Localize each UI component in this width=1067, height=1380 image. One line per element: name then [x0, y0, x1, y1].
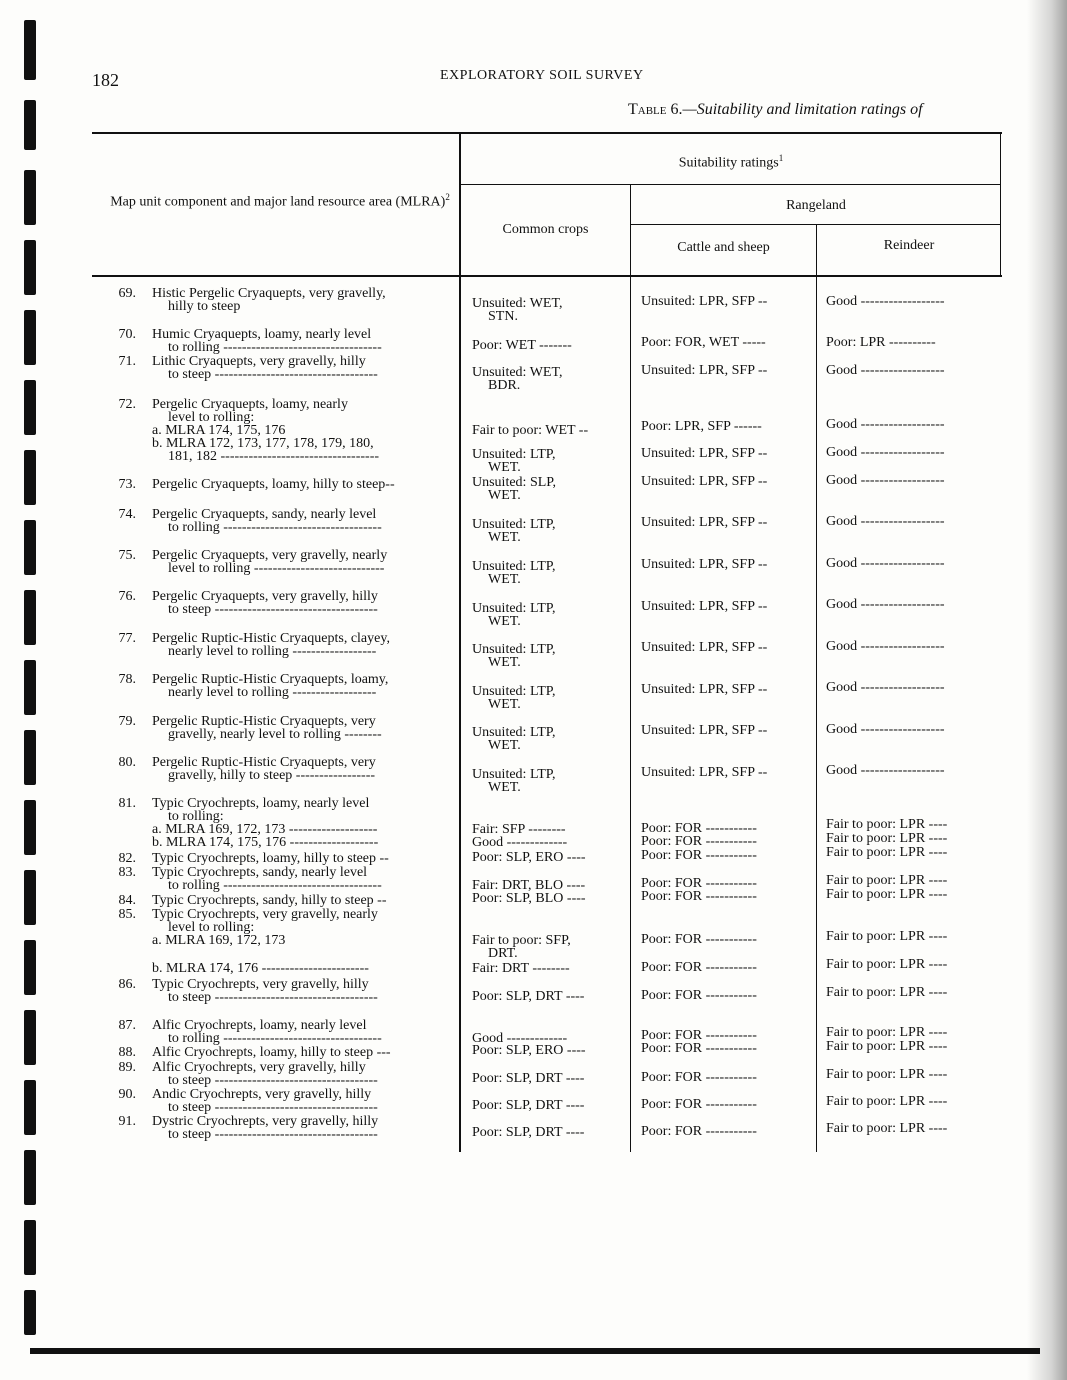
common-crops-rating: Poor: SLP, BLO ----	[472, 891, 586, 906]
common-crops-rating: Fair: DRT --------	[472, 961, 570, 976]
map-unit-name: Typic Cryochrepts, very gravelly, nearly	[152, 907, 378, 922]
map-unit-name: Typic Cryochrepts, sandy, hilly to steep --	[152, 893, 387, 908]
map-unit-name: Pergelic Ruptic-Histic Cryaquepts, very	[152, 714, 376, 729]
cattle-sheep-rating: Poor: FOR -----------	[641, 821, 757, 836]
table-title	[628, 101, 923, 119]
cattle-sheep-rating: Unsuited: LPR, SFP --	[641, 363, 768, 378]
common-crops-rating: Unsuited: LTP,	[472, 559, 556, 574]
entry-number: 72.	[118, 397, 136, 412]
cattle-sheep-rating: Poor: FOR -----------	[641, 1041, 757, 1056]
cattle-sheep-rating: Poor: LPR, SFP ------	[641, 419, 762, 434]
cattle-sheep-rating: Unsuited: LPR, SFP --	[641, 515, 768, 530]
header-suitability-text: Suitability ratings	[678, 155, 779, 171]
map-unit-name: to steep -----------------------------------	[168, 1127, 378, 1142]
map-unit-name: Andic Cryochrepts, very gravelly, hilly	[152, 1087, 372, 1102]
bottom-edge-rule	[30, 1348, 1040, 1354]
map-unit-name: Pergelic Ruptic-Histic Cryaquepts, loamy,	[152, 672, 389, 687]
common-crops-rating: BDR.	[488, 378, 521, 393]
map-unit-name: hilly to steep	[168, 299, 241, 314]
binder-hole	[24, 870, 36, 925]
map-unit-name: Dystric Cryochrepts, very gravelly, hilly	[152, 1114, 379, 1129]
map-unit-name: Alfic Cryochrepts, loamy, nearly level	[152, 1018, 367, 1033]
map-unit-name: level to rolling:	[168, 920, 255, 935]
footnote-2: 2	[445, 192, 450, 202]
cattle-sheep-rating: Poor: FOR -----------	[641, 876, 757, 891]
column-divider-2	[630, 184, 631, 1152]
page-edge-shadow	[1027, 0, 1067, 1380]
reindeer-rating: Fair to poor: LPR ----	[826, 817, 948, 832]
header-common-crops: Common crops	[502, 222, 589, 237]
reindeer-rating: Good ------------------	[826, 363, 945, 378]
cattle-sheep-rating: Poor: FOR -----------	[641, 988, 757, 1003]
map-unit-name: Typic Cryochrepts, loamy, hilly to steep --	[152, 851, 389, 866]
header-reindeer: Reindeer	[883, 238, 935, 253]
map-unit-name: Alfic Cryochrepts, very gravelly, hilly	[152, 1060, 366, 1075]
cattle-sheep-rating: Poor: FOR, WET -----	[641, 335, 766, 350]
reindeer-rating: Good ------------------	[826, 294, 945, 309]
binder-hole	[24, 1080, 36, 1135]
reindeer-rating: Fair to poor: LPR ----	[826, 1025, 948, 1040]
cattle-sheep-rating: Poor: FOR -----------	[641, 1070, 757, 1085]
header-map-unit	[110, 190, 450, 210]
common-crops-rating: Fair to poor: WET --	[472, 423, 589, 438]
binder-hole	[24, 170, 36, 225]
cattle-sheep-rating: Poor: FOR -----------	[641, 889, 757, 904]
entry-number: 71.	[118, 354, 136, 369]
map-unit-name: to steep -----------------------------------	[168, 602, 378, 617]
binder-hole	[24, 20, 36, 80]
reindeer-rating: Fair to poor: LPR ----	[826, 887, 948, 902]
binder-hole	[24, 310, 36, 365]
entry-number: 74.	[118, 507, 136, 522]
common-crops-rating: Unsuited: WET,	[472, 296, 563, 311]
common-crops-rating: Poor: SLP, DRT ----	[472, 1125, 585, 1140]
common-crops-rating: Unsuited: LTP,	[472, 517, 556, 532]
common-crops-rating: Poor: WET -------	[472, 338, 572, 353]
map-unit-name: to steep -----------------------------------	[168, 1073, 378, 1088]
entry-number: 87.	[118, 1018, 136, 1033]
common-crops-rating: Unsuited: LTP,	[472, 447, 556, 462]
reindeer-rating: Fair to poor: LPR ----	[826, 873, 948, 888]
cattle-sheep-rating: Unsuited: LPR, SFP --	[641, 446, 768, 461]
reindeer-rating: Fair to poor: LPR ----	[826, 845, 948, 860]
entry-number: 88.	[118, 1045, 136, 1060]
reindeer-rating: Fair to poor: LPR ----	[826, 929, 948, 944]
cattle-sheep-rating: Poor: FOR -----------	[641, 834, 757, 849]
map-unit-name: level to rolling ----------------------------	[168, 561, 385, 576]
map-unit-name: b. MLRA 174, 176 -----------------------	[152, 961, 369, 976]
binder-hole	[24, 450, 36, 505]
binder-hole	[24, 660, 36, 715]
cattle-sheep-rating: Poor: FOR -----------	[641, 1028, 757, 1043]
reindeer-rating: Good ------------------	[826, 473, 945, 488]
entry-number: 69.	[118, 286, 136, 301]
map-unit-name: Pergelic Ruptic-Histic Cryaquepts, very	[152, 755, 376, 770]
common-crops-rating: STN.	[488, 309, 518, 324]
entry-number: 90.	[118, 1087, 136, 1102]
binder-hole	[24, 1150, 36, 1205]
map-unit-name: to rolling:	[168, 809, 224, 824]
entry-number: 78.	[118, 672, 136, 687]
entry-number: 75.	[118, 548, 136, 563]
reindeer-rating: Good ------------------	[826, 556, 945, 571]
common-crops-rating: Poor: SLP, ERO ----	[472, 850, 586, 865]
header-bottom-rule	[92, 275, 1002, 277]
binder-hole	[24, 520, 36, 575]
binder-hole	[24, 380, 36, 435]
common-crops-rating: Unsuited: LTP,	[472, 601, 556, 616]
header-map-unit-text: Map unit component and major land resource area (MLRA)	[110, 194, 446, 210]
common-crops-rating: WET.	[488, 530, 521, 545]
column-divider-3	[816, 225, 817, 1152]
common-crops-rating: Unsuited: LTP,	[472, 642, 556, 657]
common-crops-rating: WET.	[488, 614, 521, 629]
cattle-sheep-rating: Unsuited: LPR, SFP --	[641, 723, 768, 738]
map-unit-name: gravelly, hilly to steep -----------------	[168, 768, 376, 783]
entry-number: 77.	[118, 631, 136, 646]
entry-number: 76.	[118, 589, 136, 604]
entry-number: 73.	[118, 477, 136, 492]
header-suitability	[461, 151, 1001, 171]
map-unit-name: to rolling ----------------------------------	[168, 520, 382, 535]
reindeer-rating: Fair to poor: LPR ----	[826, 1121, 948, 1136]
common-crops-rating: Unsuited: LTP,	[472, 725, 556, 740]
reindeer-rating: Fair to poor: LPR ----	[826, 1094, 948, 1109]
cattle-sheep-rating: Poor: FOR -----------	[641, 1097, 757, 1112]
map-unit-name: Lithic Cryaquepts, very gravelly, hilly	[152, 354, 366, 369]
common-crops-rating: Poor: SLP, DRT ----	[472, 1071, 585, 1086]
map-unit-name: Typic Cryochrepts, loamy, nearly level	[152, 796, 370, 811]
map-unit-name: Histic Pergelic Cryaquepts, very gravelly,	[152, 286, 386, 301]
common-crops-rating: WET.	[488, 488, 521, 503]
entry-number: 84.	[118, 893, 136, 908]
map-unit-name: a. MLRA 169, 172, 173 -------------------	[152, 822, 378, 837]
map-unit-name: a. MLRA 174, 175, 176	[152, 423, 286, 438]
entry-number: 70.	[118, 327, 136, 342]
cattle-sheep-rating: Poor: FOR -----------	[641, 848, 757, 863]
cattle-sheep-rating: Unsuited: LPR, SFP --	[641, 640, 768, 655]
rangeland-rule	[630, 224, 1001, 225]
cattle-sheep-rating: Unsuited: LPR, SFP --	[641, 474, 768, 489]
map-unit-name: gravelly, nearly level to rolling --------	[168, 727, 382, 742]
reindeer-rating: Fair to poor: LPR ----	[826, 1067, 948, 1082]
map-unit-name: Typic Cryochrepts, very gravelly, hilly	[152, 977, 369, 992]
reindeer-rating: Good ------------------	[826, 445, 945, 460]
common-crops-rating: WET.	[488, 460, 521, 475]
binder-hole	[24, 1010, 36, 1065]
map-unit-name: to rolling ----------------------------------	[168, 340, 382, 355]
common-crops-rating: Poor: SLP, ERO ----	[472, 1043, 586, 1058]
reindeer-rating: Good ------------------	[826, 763, 945, 778]
map-unit-name: Pergelic Ruptic-Histic Cryaquepts, clayey,	[152, 631, 390, 646]
cattle-sheep-rating: Poor: FOR -----------	[641, 932, 757, 947]
binder-hole	[24, 240, 36, 295]
common-crops-rating: WET.	[488, 655, 521, 670]
map-unit-name: b. MLRA 174, 175, 176 -------------------	[152, 835, 379, 850]
reindeer-rating: Good ------------------	[826, 722, 945, 737]
header-rangeland: Rangeland	[786, 198, 846, 213]
binder-hole	[24, 1290, 36, 1335]
entry-number: 89.	[118, 1060, 136, 1075]
map-unit-name: Humic Cryaquepts, loamy, nearly level	[152, 327, 372, 342]
map-unit-name: to steep -----------------------------------	[168, 1100, 378, 1115]
reindeer-rating: Poor: LPR ----------	[826, 335, 936, 350]
footnote-1: 1	[778, 153, 784, 163]
common-crops-rating: WET.	[488, 572, 521, 587]
header-cattle-sheep: Cattle and sheep	[677, 240, 770, 255]
map-unit-name: Alfic Cryochrepts, loamy, hilly to steep ---	[152, 1045, 391, 1060]
column-divider-1	[459, 132, 461, 1152]
page-number: 182	[92, 70, 119, 90]
common-crops-rating: DRT.	[488, 946, 518, 961]
common-crops-rating: WET.	[488, 780, 521, 795]
reindeer-rating: Good ------------------	[826, 417, 945, 432]
entry-number: 79.	[118, 714, 136, 729]
map-unit-name: b. MLRA 172, 173, 177, 178, 179, 180,	[152, 436, 374, 451]
entry-number: 80.	[118, 755, 136, 770]
map-unit-name: Typic Cryochrepts, sandy, nearly level	[152, 865, 368, 880]
reindeer-rating: Good ------------------	[826, 597, 945, 612]
reindeer-rating: Good ------------------	[826, 639, 945, 654]
map-unit-name: Pergelic Cryaquepts, sandy, nearly level	[152, 507, 377, 522]
reindeer-rating: Fair to poor: LPR ----	[826, 985, 948, 1000]
table-title-text: —Suitability and limitation ratings of	[682, 101, 923, 118]
map-unit-name: to steep -----------------------------------	[168, 990, 378, 1005]
map-unit-name: Pergelic Cryaquepts, very gravelly, nearly	[152, 548, 388, 563]
map-unit-name: Pergelic Cryaquepts, very gravelly, hilly	[152, 589, 378, 604]
common-crops-rating: Fair: DRT, BLO ----	[472, 878, 586, 893]
common-crops-rating: Unsuited: SLP,	[472, 475, 557, 490]
entry-number: 86.	[118, 977, 136, 992]
common-crops-rating: WET.	[488, 697, 521, 712]
binder-hole	[24, 730, 36, 785]
common-crops-rating: Unsuited: WET,	[472, 365, 563, 380]
running-head: EXPLORATORY SOIL SURVEY	[440, 68, 644, 83]
entry-number: 82.	[118, 851, 136, 866]
entry-number: 81.	[118, 796, 136, 811]
map-unit-name: nearly level to rolling ------------------	[168, 685, 377, 700]
common-crops-rating: Good -------------	[472, 835, 568, 850]
common-crops-rating: Unsuited: LTP,	[472, 684, 556, 699]
reindeer-rating: Good ------------------	[826, 514, 945, 529]
cattle-sheep-rating: Poor: FOR -----------	[641, 1124, 757, 1139]
common-crops-rating: Poor: SLP, DRT ----	[472, 1098, 585, 1113]
suitability-rule	[461, 184, 1001, 185]
map-unit-name: Pergelic Cryaquepts, loamy, hilly to steep--	[152, 477, 395, 492]
map-unit-name: to steep -----------------------------------	[168, 367, 378, 382]
map-unit-name: to rolling ----------------------------------	[168, 1031, 382, 1046]
binder-hole	[24, 100, 36, 150]
map-unit-name: a. MLRA 169, 172, 173	[152, 933, 286, 948]
reindeer-rating: Fair to poor: LPR ----	[826, 1039, 948, 1054]
map-unit-name: 181, 182 ----------------------------------	[168, 449, 380, 464]
map-unit-name: to rolling ----------------------------------	[168, 878, 382, 893]
common-crops-rating: Fair: SFP --------	[472, 822, 566, 837]
binder-hole	[24, 800, 36, 855]
reindeer-rating: Fair to poor: LPR ----	[826, 957, 948, 972]
binder-hole	[24, 1220, 36, 1275]
entry-number: 85.	[118, 907, 136, 922]
common-crops-rating: Fair to poor: SFP,	[472, 933, 571, 948]
cattle-sheep-rating: Unsuited: LPR, SFP --	[641, 294, 768, 309]
reindeer-rating: Fair to poor: LPR ----	[826, 831, 948, 846]
common-crops-rating: Good -------------	[472, 1031, 568, 1046]
table-label: Table 6.	[628, 101, 683, 118]
common-crops-rating: WET.	[488, 738, 521, 753]
table-top-rule	[92, 132, 1002, 134]
common-crops-rating: Unsuited: LTP,	[472, 767, 556, 782]
entry-number: 83.	[118, 865, 136, 880]
cattle-sheep-rating: Poor: FOR -----------	[641, 960, 757, 975]
cattle-sheep-rating: Unsuited: LPR, SFP --	[641, 765, 768, 780]
binder-hole	[24, 940, 36, 995]
common-crops-rating: Poor: SLP, DRT ----	[472, 989, 585, 1004]
map-unit-name: Pergelic Cryaquepts, loamy, nearly	[152, 397, 348, 412]
binder-hole	[24, 590, 36, 645]
cattle-sheep-rating: Unsuited: LPR, SFP --	[641, 599, 768, 614]
map-unit-name: nearly level to rolling ------------------	[168, 644, 377, 659]
cattle-sheep-rating: Unsuited: LPR, SFP --	[641, 557, 768, 572]
entry-number: 91.	[118, 1114, 136, 1129]
map-unit-name: level to rolling:	[168, 410, 255, 425]
reindeer-rating: Good ------------------	[826, 680, 945, 695]
cattle-sheep-rating: Unsuited: LPR, SFP --	[641, 682, 768, 697]
